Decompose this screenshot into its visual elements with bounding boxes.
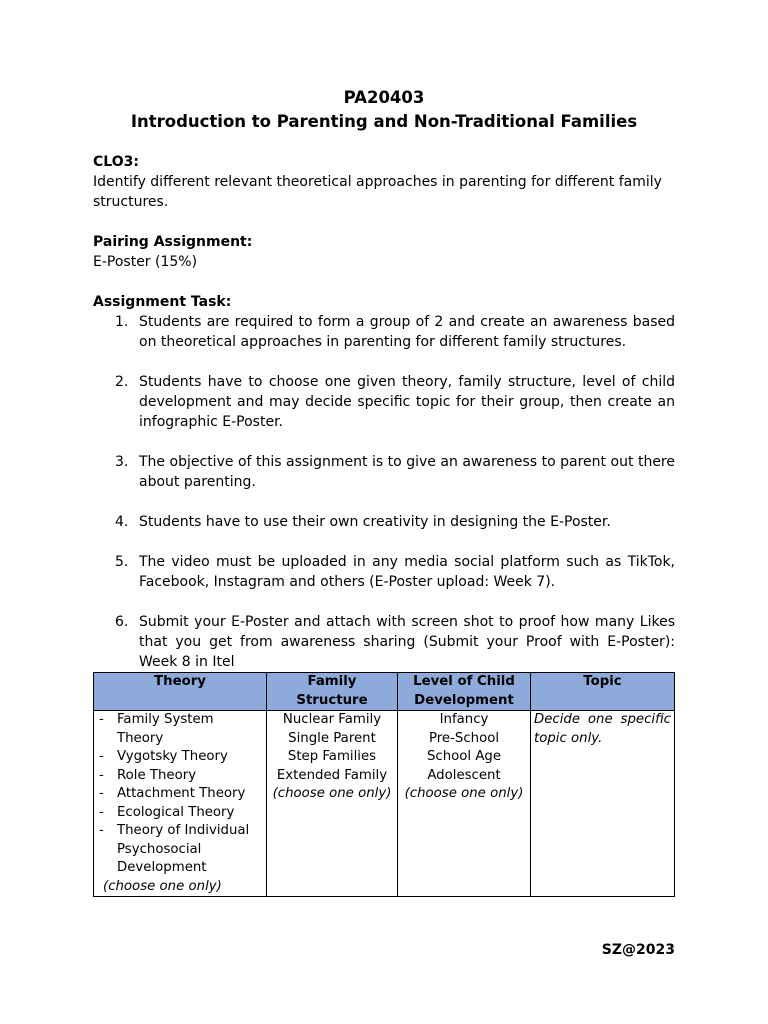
header-topic: Topic <box>531 673 675 711</box>
list-item: Infancy <box>439 712 489 727</box>
level-note: (choose one only) <box>404 786 524 801</box>
list-item: Nuclear Family <box>282 712 382 727</box>
clo-heading: CLO3: <box>93 154 139 170</box>
list-item: School Age <box>426 749 502 764</box>
pairing-text: E-Poster (15%) <box>93 254 198 270</box>
task-item: 6. Submit your E-Poster and attach with screen shot to proof how many Likes that you get from awareness sharing (Submit your Proof with E-Poster): Week 8 in Itel <box>115 614 675 670</box>
task-item: 1. Students are required to form a group of 2 and create an awareness based on theoretical approaches in parenting for different family structures. <box>115 314 675 350</box>
list-item: - Ecological Theory <box>97 804 263 823</box>
header-family-structure: Family Structure <box>267 673 398 711</box>
list-item: - Theory of Individual Psychosocial Development <box>97 822 263 878</box>
course-title: Introduction to Parenting and Non-Traditional Families <box>130 112 638 131</box>
list-item: Single Parent <box>288 730 376 746</box>
list-item: Extended Family <box>276 767 388 783</box>
document-page <box>93 86 675 897</box>
header-theory: Theory <box>94 673 267 711</box>
list-item: - Attachment Theory <box>97 785 263 804</box>
topic-cell: Decide one specific topic only. <box>531 711 675 897</box>
theory-cell <box>94 711 267 897</box>
list-item: Step Families <box>287 749 377 764</box>
pairing-heading: Pairing Assignment: <box>93 234 253 250</box>
list-item: - Role Theory <box>97 767 263 786</box>
footer-signature: SZ@2023 <box>601 942 675 958</box>
level-cell <box>398 711 531 897</box>
list-item: Adolescent <box>427 767 501 783</box>
task-item: 3. The objective of this assignment is to give an awareness to parent out there about parenting. <box>115 454 675 490</box>
course-code: PA20403 <box>343 88 425 107</box>
task-list <box>93 312 675 672</box>
family-structure-cell <box>267 711 398 897</box>
list-item: - Vygotsky Theory <box>97 748 263 767</box>
list-item: Pre-School <box>428 730 500 746</box>
task-item: 5. The video must be uploaded in any media social platform such as TikTok, Facebook, Instagram and others (E-Poster upload: Week 7). <box>115 554 675 590</box>
table-header-row <box>94 673 675 711</box>
clo-text: Identify different relevant theoretical approaches in parenting for different family structures. <box>93 174 662 210</box>
theory-note: (choose one only) <box>103 878 222 894</box>
options-table <box>93 672 675 897</box>
theory-list <box>97 711 263 878</box>
list-item: - Family System Theory <box>97 711 263 748</box>
structure-note: (choose one only) <box>272 786 392 801</box>
header-level-of-child-development: Level of Child Development <box>398 673 531 711</box>
task-item: 4. Students have to use their own creativity in designing the E-Poster. <box>115 514 611 530</box>
table-row <box>94 711 675 897</box>
task-heading: Assignment Task: <box>93 294 232 310</box>
task-item: 2. Students have to choose one given theory, family structure, level of child development and may decide specific topic for their group, then create an infographic E-Poster. <box>115 374 675 430</box>
